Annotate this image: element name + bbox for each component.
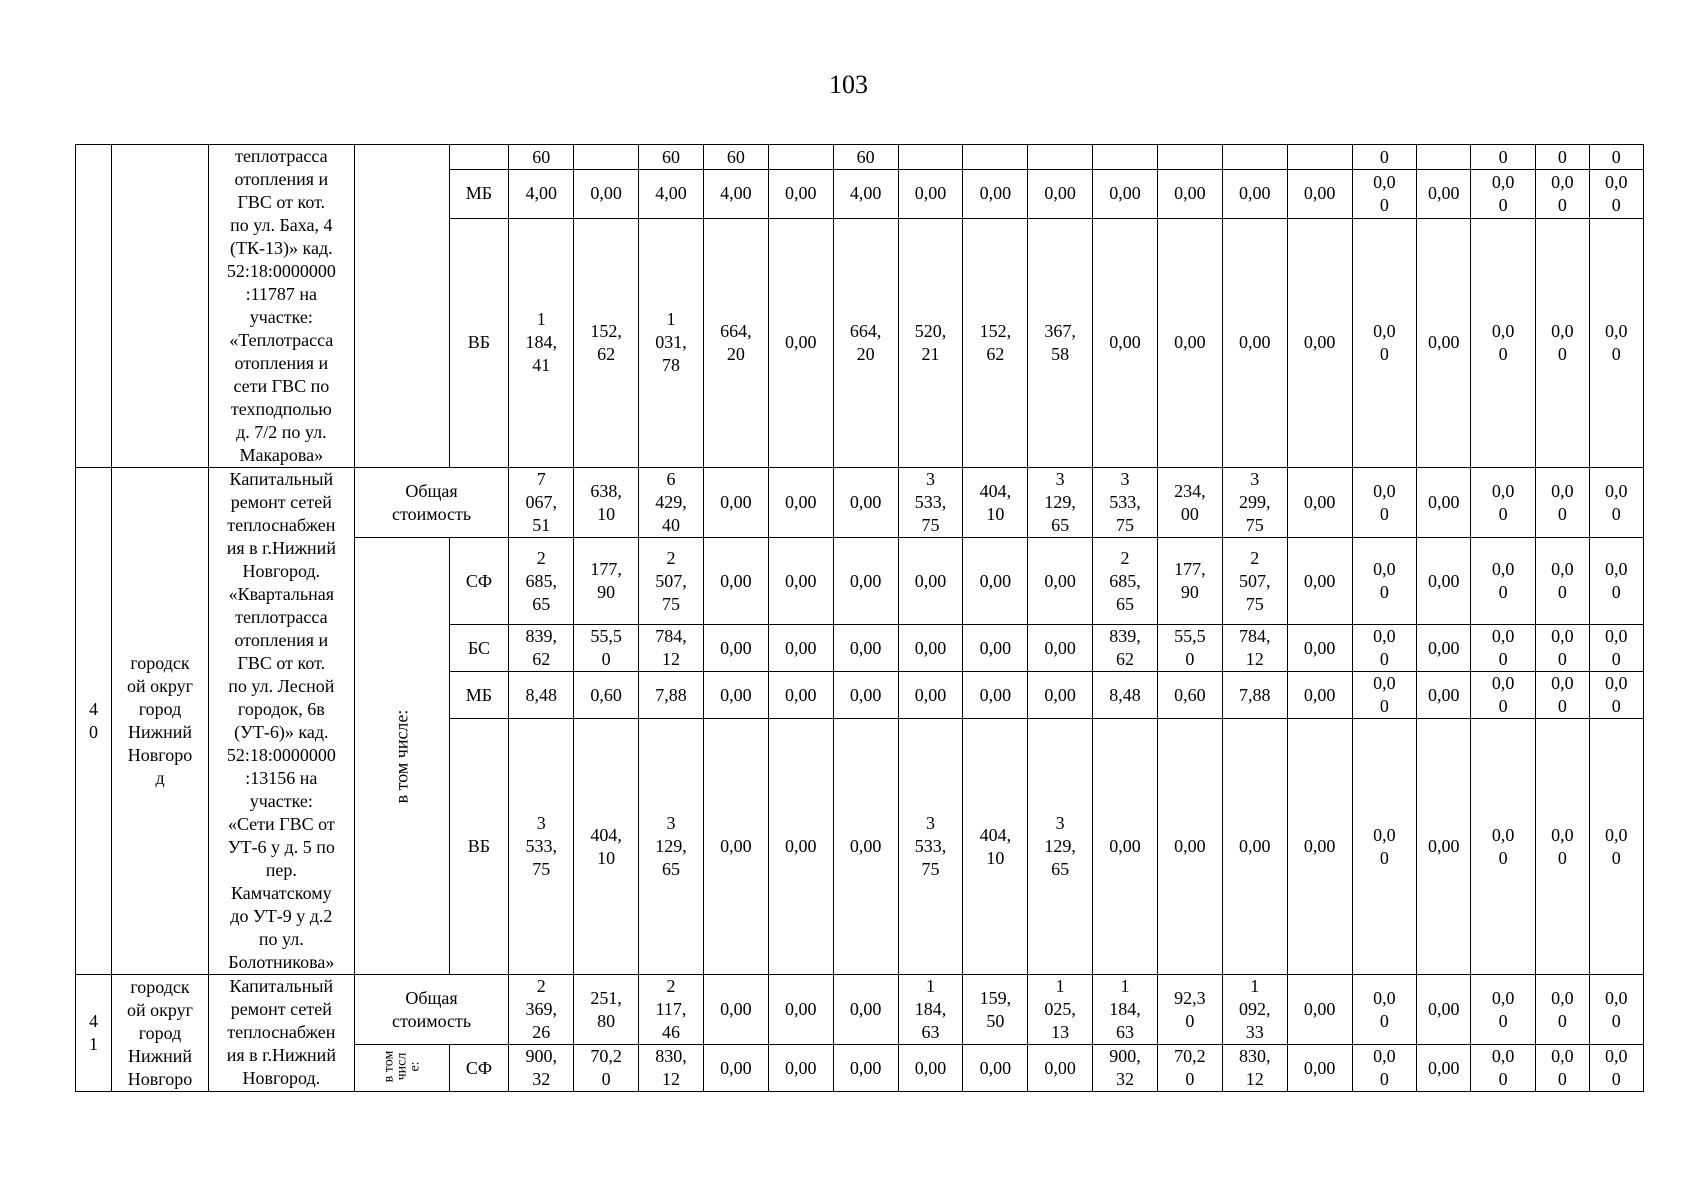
value-cell: 70,2 0: [1157, 1045, 1222, 1092]
value-cell: 0,00: [833, 975, 898, 1045]
value-cell: 60: [509, 145, 574, 170]
value-cell: 1 184, 63: [898, 975, 963, 1045]
value-cell: 0,00: [1287, 1045, 1352, 1092]
row-number-cell: 4 0: [76, 468, 112, 975]
value-cell: 0: [1471, 145, 1536, 170]
value-cell: 0,00: [1417, 719, 1471, 975]
value-cell: 0: [1535, 145, 1589, 170]
value-cell: 0,0 0: [1471, 672, 1536, 719]
value-cell: 0,00: [1417, 672, 1471, 719]
value-cell: 0,00: [1287, 538, 1352, 625]
value-cell: 0,00: [1287, 625, 1352, 672]
value-cell: 0,00: [1222, 170, 1287, 219]
value-cell: 0,0 0: [1352, 538, 1417, 625]
value-cell: 0,00: [1417, 538, 1471, 625]
value-cell: 0,0 0: [1589, 1045, 1643, 1092]
value-cell: 0,0 0: [1535, 468, 1589, 538]
object-description-cell: Капитальный ремонт сетей теплоснабжен ия в г.Нижний Новгород.: [208, 975, 354, 1092]
value-cell: 0,00: [963, 538, 1028, 625]
value-cell: 0,0 0: [1535, 719, 1589, 975]
value-cell: 0,00: [1417, 1045, 1471, 1092]
value-cell: [1028, 145, 1093, 170]
value-cell: 0,00: [1417, 468, 1471, 538]
value-cell: 0: [1589, 145, 1643, 170]
value-cell: [768, 145, 833, 170]
value-cell: 0,00: [1222, 218, 1287, 467]
value-cell: 0,00: [1287, 468, 1352, 538]
value-cell: 0,0 0: [1352, 719, 1417, 975]
value-cell: 7 067, 51: [509, 468, 574, 538]
value-cell: 0,0 0: [1352, 468, 1417, 538]
total-cost-label: Общая стоимость: [354, 468, 509, 538]
value-cell: 2 685, 65: [509, 538, 574, 625]
object-description-cell: теплотрасса отопления и ГВС от кот. по ул. Баха, 4 (ТК-13)» кад. 52:18:0000000 :11787 на участке: «Теплотрасса отопления и сети ГВС по техподполью д. 7/2 по ул. Макарова»: [208, 145, 354, 468]
value-cell: 0,00: [1222, 719, 1287, 975]
value-cell: 251, 80: [574, 975, 639, 1045]
value-cell: 0,00: [898, 170, 963, 219]
value-cell: 0: [1352, 145, 1417, 170]
value-cell: 0,00: [1093, 218, 1158, 467]
value-cell: 0,0 0: [1535, 975, 1589, 1045]
table-row: [76, 468, 1697, 538]
region-cell: городск ой округ город Нижний Новгоро д: [112, 468, 209, 975]
value-cell: 152, 62: [574, 218, 639, 467]
value-cell: 0,00: [1287, 719, 1352, 975]
value-cell: 0,0 0: [1589, 672, 1643, 719]
value-cell: 1 031, 78: [639, 218, 704, 467]
value-cell: 0,0 0: [1471, 170, 1536, 219]
value-cell: 2 117, 46: [639, 975, 704, 1045]
value-cell: 0,0 0: [1352, 1045, 1417, 1092]
value-cell: 7,88: [1222, 672, 1287, 719]
value-cell: 60: [703, 145, 768, 170]
value-cell: 0,00: [1157, 218, 1222, 467]
value-cell: 0,00: [1287, 672, 1352, 719]
including-label: в том числе:: [391, 709, 412, 803]
value-cell: 0,00: [1028, 1045, 1093, 1092]
value-cell: 0,0 0: [1352, 218, 1417, 467]
value-cell: 2 507, 75: [1222, 538, 1287, 625]
value-cell: 0,0 0: [1471, 1045, 1536, 1092]
table-row: [76, 975, 1697, 1045]
value-cell: 0,00: [768, 719, 833, 975]
value-cell: 3 533, 75: [509, 719, 574, 975]
value-cell: 0,00: [833, 625, 898, 672]
value-cell: 6 429, 40: [639, 468, 704, 538]
value-cell: [1222, 145, 1287, 170]
row-number-cell: [76, 145, 112, 468]
value-cell: 0,0 0: [1471, 538, 1536, 625]
value-cell: 234, 00: [1157, 468, 1222, 538]
object-description-cell: Капитальный ремонт сетей теплоснабжен ия в г.Нижний Новгород. «Квартальная теплотрасса отопления и ГВС от кот. по ул. Лесной городок, 6в (УТ-6)» кад. 52:18:0000000 :13156 на участке: «Сети ГВС от УТ-6 у д. 5 по пер. Камчатскому до УТ-9 у д.2 по ул. Болотникова»: [208, 468, 354, 975]
funding-source-label: ВБ: [449, 218, 509, 467]
value-cell: 0,00: [768, 672, 833, 719]
value-cell: 0,0 0: [1589, 975, 1643, 1045]
value-cell: 177, 90: [1157, 538, 1222, 625]
value-cell: 8,48: [509, 672, 574, 719]
including-label: в том числ е:: [381, 1050, 423, 1083]
value-cell: 0,0 0: [1535, 625, 1589, 672]
including-cell: [354, 538, 449, 975]
value-cell: 0,0 0: [1589, 468, 1643, 538]
value-cell: 0,00: [703, 719, 768, 975]
value-cell: 0,00: [833, 1045, 898, 1092]
value-cell: 4,00: [639, 170, 704, 219]
value-cell: 0,00: [768, 170, 833, 219]
value-cell: 0,00: [1287, 170, 1352, 219]
value-cell: 0,0 0: [1589, 538, 1643, 625]
value-cell: 0,00: [768, 538, 833, 625]
value-cell: 0,0 0: [1352, 672, 1417, 719]
value-cell: 1 025, 13: [1028, 975, 1093, 1045]
value-cell: 2 369, 26: [509, 975, 574, 1045]
value-cell: 0,00: [703, 672, 768, 719]
value-cell: 159, 50: [963, 975, 1028, 1045]
value-cell: 60: [833, 145, 898, 170]
value-cell: 0,00: [768, 1045, 833, 1092]
value-cell: 0,00: [768, 975, 833, 1045]
row-number-cell: 4 1: [76, 975, 112, 1092]
total-cost-label: Общая стоимость: [354, 975, 509, 1045]
value-cell: 0,00: [1028, 672, 1093, 719]
value-cell: [1093, 145, 1158, 170]
value-cell: 0,0 0: [1471, 975, 1536, 1045]
value-cell: 0,0 0: [1471, 218, 1536, 467]
value-cell: 0,00: [833, 538, 898, 625]
budget-table: [75, 144, 1697, 1092]
value-cell: 0,00: [963, 625, 1028, 672]
value-cell: 0,00: [768, 218, 833, 467]
value-cell: 3 129, 65: [1028, 719, 1093, 975]
value-cell: 830, 12: [639, 1045, 704, 1092]
funding-source-label: БС: [449, 625, 509, 672]
value-cell: 0,00: [703, 975, 768, 1045]
value-cell: 3 533, 75: [898, 719, 963, 975]
value-cell: 0,0 0: [1589, 719, 1643, 975]
value-cell: 664, 20: [833, 218, 898, 467]
value-cell: 0,60: [574, 672, 639, 719]
value-cell: 8,48: [1093, 672, 1158, 719]
value-cell: 367, 58: [1028, 218, 1093, 467]
value-cell: 0,00: [1417, 218, 1471, 467]
value-cell: 2 685, 65: [1093, 538, 1158, 625]
funding-source-label: СФ: [449, 1045, 509, 1092]
funding-source-label: СФ: [449, 538, 509, 625]
value-cell: 1 184, 63: [1093, 975, 1158, 1045]
value-cell: 0,00: [768, 625, 833, 672]
value-cell: 0,00: [1417, 975, 1471, 1045]
value-cell: 0,00: [833, 719, 898, 975]
value-cell: 0,00: [1028, 538, 1093, 625]
value-cell: 152, 62: [963, 218, 1028, 467]
value-cell: 0,0 0: [1471, 719, 1536, 975]
region-cell: городск ой округ город Нижний Новгоро: [112, 975, 209, 1092]
value-cell: 4,00: [509, 170, 574, 219]
funding-source-label: ВБ: [449, 719, 509, 975]
value-cell: 839, 62: [1093, 625, 1158, 672]
value-cell: 404, 10: [963, 468, 1028, 538]
value-cell: 404, 10: [963, 719, 1028, 975]
value-cell: 0,00: [703, 468, 768, 538]
including-cell: [354, 1045, 449, 1092]
value-cell: 0,00: [1028, 170, 1093, 219]
value-cell: 0,00: [898, 625, 963, 672]
table-row: [76, 145, 1697, 170]
value-cell: 70,2 0: [574, 1045, 639, 1092]
value-cell: 0,0 0: [1589, 625, 1643, 672]
value-cell: 3 129, 65: [639, 719, 704, 975]
value-cell: 177, 90: [574, 538, 639, 625]
value-cell: 0,00: [898, 672, 963, 719]
value-cell: 0,00: [1287, 975, 1352, 1045]
value-cell: 0,00: [703, 625, 768, 672]
value-cell: [574, 145, 639, 170]
value-cell: 55,5 0: [574, 625, 639, 672]
value-cell: 60: [639, 145, 704, 170]
value-cell: 0,0 0: [1589, 170, 1643, 219]
value-cell: 0,00: [703, 538, 768, 625]
value-cell: 900, 32: [509, 1045, 574, 1092]
value-cell: [1157, 145, 1222, 170]
value-cell: 0,0 0: [1589, 218, 1643, 467]
value-cell: 0,00: [703, 1045, 768, 1092]
value-cell: 3 299, 75: [1222, 468, 1287, 538]
value-cell: 0,0 0: [1535, 538, 1589, 625]
value-cell: 0,60: [1157, 672, 1222, 719]
value-cell: 0,00: [1093, 719, 1158, 975]
page-number: 103: [829, 70, 868, 99]
value-cell: 0,00: [1417, 170, 1471, 219]
value-cell: 0,0 0: [1535, 170, 1589, 219]
value-cell: 784, 12: [639, 625, 704, 672]
value-cell: 4,00: [703, 170, 768, 219]
value-cell: 0,0 0: [1471, 625, 1536, 672]
value-cell: 839, 62: [509, 625, 574, 672]
value-cell: 0,0 0: [1352, 625, 1417, 672]
value-cell: 900, 32: [1093, 1045, 1158, 1092]
value-cell: [898, 145, 963, 170]
value-cell: 0,00: [1028, 625, 1093, 672]
value-cell: 7,88: [639, 672, 704, 719]
including-cell: [354, 145, 449, 468]
value-cell: 0,00: [963, 1045, 1028, 1092]
value-cell: 0,00: [1287, 218, 1352, 467]
value-cell: 0,00: [833, 672, 898, 719]
value-cell: 0,00: [574, 170, 639, 219]
value-cell: 1 092, 33: [1222, 975, 1287, 1045]
value-cell: 0,00: [1417, 625, 1471, 672]
value-cell: 830, 12: [1222, 1045, 1287, 1092]
value-cell: 0,00: [963, 170, 1028, 219]
region-cell: [112, 145, 209, 468]
value-cell: 0,00: [1093, 170, 1158, 219]
value-cell: 3 129, 65: [1028, 468, 1093, 538]
value-cell: 520, 21: [898, 218, 963, 467]
value-cell: 3 533, 75: [898, 468, 963, 538]
value-cell: 2 507, 75: [639, 538, 704, 625]
value-cell: 638, 10: [574, 468, 639, 538]
value-cell: 0,0 0: [1471, 468, 1536, 538]
value-cell: 0,00: [898, 538, 963, 625]
value-cell: 1 184, 41: [509, 218, 574, 467]
value-cell: [963, 145, 1028, 170]
funding-source-label: МБ: [449, 170, 509, 219]
funding-source-label: МБ: [449, 672, 509, 719]
value-cell: 0,00: [768, 468, 833, 538]
value-cell: 784, 12: [1222, 625, 1287, 672]
value-cell: 0,00: [963, 672, 1028, 719]
value-cell: 92,3 0: [1157, 975, 1222, 1045]
value-cell: 0,00: [833, 468, 898, 538]
value-cell: 0,0 0: [1535, 672, 1589, 719]
value-cell: [1417, 145, 1471, 170]
value-cell: 0,00: [898, 1045, 963, 1092]
value-cell: 0,00: [1157, 719, 1222, 975]
value-cell: 664, 20: [703, 218, 768, 467]
value-cell: 404, 10: [574, 719, 639, 975]
value-cell: 0,00: [1157, 170, 1222, 219]
value-cell: 4,00: [833, 170, 898, 219]
funding-source-label: [449, 145, 509, 170]
value-cell: 3 533, 75: [1093, 468, 1158, 538]
value-cell: 0,0 0: [1352, 975, 1417, 1045]
value-cell: [1287, 145, 1352, 170]
value-cell: 0,0 0: [1535, 1045, 1589, 1092]
value-cell: 55,5 0: [1157, 625, 1222, 672]
value-cell: 0,0 0: [1352, 170, 1417, 219]
value-cell: 0,0 0: [1535, 218, 1589, 467]
